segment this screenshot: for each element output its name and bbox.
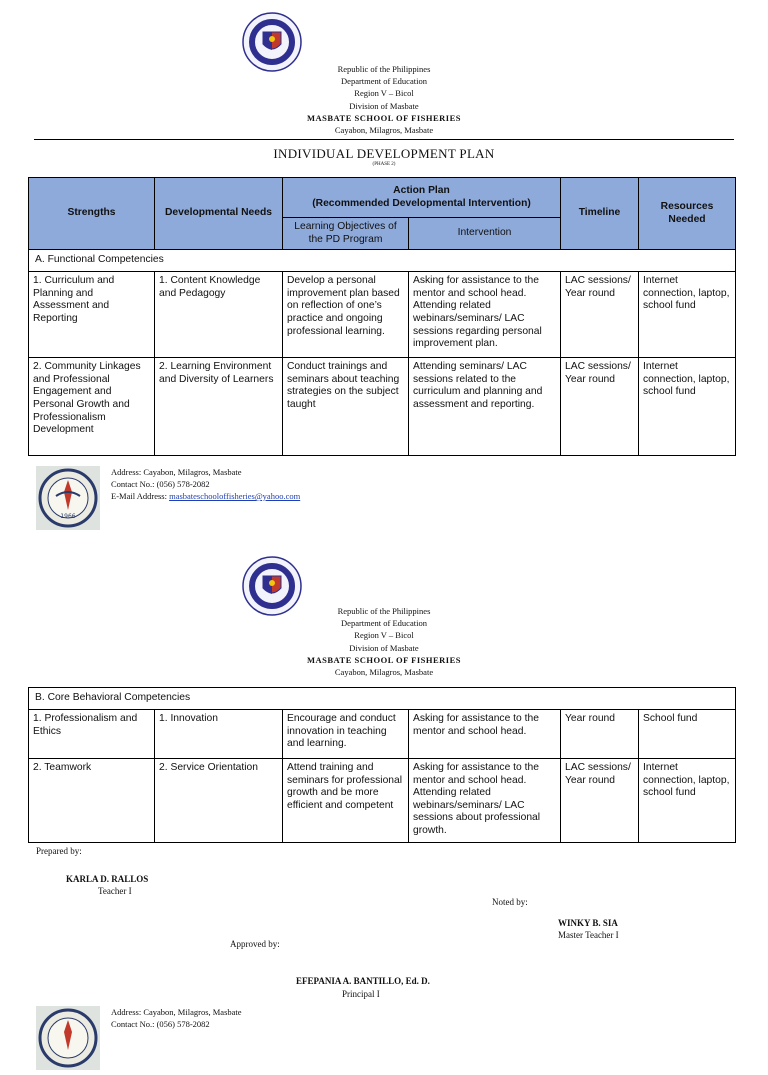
need-cell: 1. Innovation <box>155 710 283 759</box>
footer-email-label: E-Mail Address: <box>111 491 170 501</box>
strength-cell: 2. Community Linkages and Professional Engagement and Personal Growth and Professionalism Development <box>29 358 155 456</box>
header-learning-objectives: Learning Objectives of the PD Program <box>283 218 409 250</box>
logo-year: 1966 <box>60 513 76 520</box>
intervention-cell: Asking for assistance to the mentor and school head. <box>409 710 561 759</box>
footer-address: Address: Cayabon, Milagros, Masbate <box>111 467 242 477</box>
header-divider <box>34 139 734 140</box>
objective-cell: Conduct trainings and seminars about teaching strategies on the subject taught <box>283 358 409 456</box>
section-a-label: A. Functional Competencies <box>29 250 736 272</box>
letterhead <box>0 63 768 136</box>
school-name: MASBATE SCHOOL OF FISHERIES <box>306 112 462 123</box>
timeline-cell: Year round <box>561 710 639 759</box>
resources-cell: School fund <box>639 710 736 759</box>
strength-cell: 2. Teamwork <box>29 759 155 843</box>
header-intervention: Intervention <box>409 218 561 250</box>
republic-line: Republic of the Philippines <box>337 606 431 616</box>
resources-cell: Internet connection, laptop, school fund <box>639 272 736 358</box>
strength-cell: 1. Curriculum and Planning and Assessment and Reporting <box>29 272 155 358</box>
table-row <box>29 358 736 456</box>
school-logo-icon <box>36 1006 100 1070</box>
footer-address: Address: Cayabon, Milagros, Masbate <box>111 1007 242 1017</box>
need-cell: 2. Learning Environment and Diversity of Learners <box>155 358 283 456</box>
header-timeline: Timeline <box>561 178 639 250</box>
school-location: Cayabon, Milagros, Masbate <box>334 125 434 136</box>
timeline-cell: LAC sessions/ Year round <box>561 759 639 843</box>
resources-cell: Internet connection, laptop, school fund <box>639 358 736 456</box>
prepared-by-name: KARLA D. RALLOS <box>66 874 149 884</box>
header-action-plan <box>283 178 561 218</box>
table-row <box>29 272 736 358</box>
resources-cell: Internet connection, laptop, school fund <box>639 759 736 843</box>
noted-by-title: Master Teacher I <box>558 930 619 940</box>
prepared-by-label: Prepared by: <box>36 846 82 856</box>
division-line: Division of Masbate <box>349 100 419 111</box>
footer-contact-number: Contact No.: (056) 578-2082 <box>111 479 210 489</box>
objective-cell: Attend training and seminars for professional growth and be more efficient and competent <box>283 759 409 843</box>
prepared-by-title: Teacher I <box>98 886 132 896</box>
school-logo-icon <box>36 466 100 530</box>
intervention-cell: Attending seminars/ LAC sessions related to the curriculum and planning and assessment and reporting. <box>409 358 561 456</box>
noted-by-name: WINKY B. SIA <box>558 918 618 928</box>
division-line: Division of Masbate <box>349 642 419 653</box>
objective-cell: Develop a personal improvement plan based on reflection of one’s practice and ongoing professional learning. <box>283 272 409 358</box>
approved-by-name: EFEPANIA A. BANTILLO, Ed. D. <box>296 976 430 986</box>
table-row <box>29 759 736 843</box>
timeline-cell: LAC sessions/ Year round <box>561 272 639 358</box>
region-line: Region V – Bicol <box>354 88 414 99</box>
email-link[interactable]: masbateschooloffisheries@yahoo.com <box>169 491 301 501</box>
department-line: Department of Education <box>341 618 427 629</box>
action-plan-subtitle: (Recommended Developmental Intervention) <box>312 197 531 209</box>
footer-contact <box>36 1006 536 1070</box>
idp-table-behavioral <box>28 687 736 843</box>
intervention-cell: Asking for assistance to the mentor and school head. Attending related webinars/seminars/ LAC sessions about professional growth. <box>409 759 561 843</box>
department-line: Department of Education <box>341 76 427 87</box>
header-strengths: Strengths <box>29 178 155 250</box>
region-line: Region V – Bicol <box>354 630 414 641</box>
objective-cell: Encourage and conduct innovation in teaching and learning. <box>283 710 409 759</box>
school-location: Cayabon, Milagros, Masbate <box>334 667 434 678</box>
letterhead <box>0 605 768 678</box>
strength-cell: 1. Professionalism and Ethics <box>29 710 155 759</box>
footer-contact <box>36 466 536 530</box>
document-subtitle: (PHASE 2) <box>372 162 396 167</box>
need-cell: 1. Content Knowledge and Pedagogy <box>155 272 283 358</box>
document-title: INDIVIDUAL DEVELOPMENT PLAN <box>273 146 495 161</box>
idp-table-functional <box>28 177 736 456</box>
footer-contact-number: Contact No.: (056) 578-2082 <box>111 1019 210 1029</box>
approved-by-label: Approved by: <box>230 939 280 949</box>
timeline-cell: LAC sessions/ Year round <box>561 358 639 456</box>
table-row <box>29 710 736 759</box>
action-plan-title: Action Plan <box>393 184 450 196</box>
footer-email-line <box>111 490 300 502</box>
section-b-label: B. Core Behavioral Competencies <box>29 688 736 710</box>
school-name: MASBATE SCHOOL OF FISHERIES <box>306 654 462 665</box>
intervention-cell: Asking for assistance to the mentor and school head. Attending related webinars/seminars/ LAC sessions regarding personal improvement plan. <box>409 272 561 358</box>
header-resources: Resources Needed <box>639 178 736 250</box>
need-cell: 2. Service Orientation <box>155 759 283 843</box>
republic-line: Republic of the Philippines <box>337 64 431 74</box>
approved-by-title: Principal I <box>342 989 380 999</box>
header-developmental-needs: Developmental Needs <box>155 178 283 250</box>
noted-by-label: Noted by: <box>492 897 528 907</box>
